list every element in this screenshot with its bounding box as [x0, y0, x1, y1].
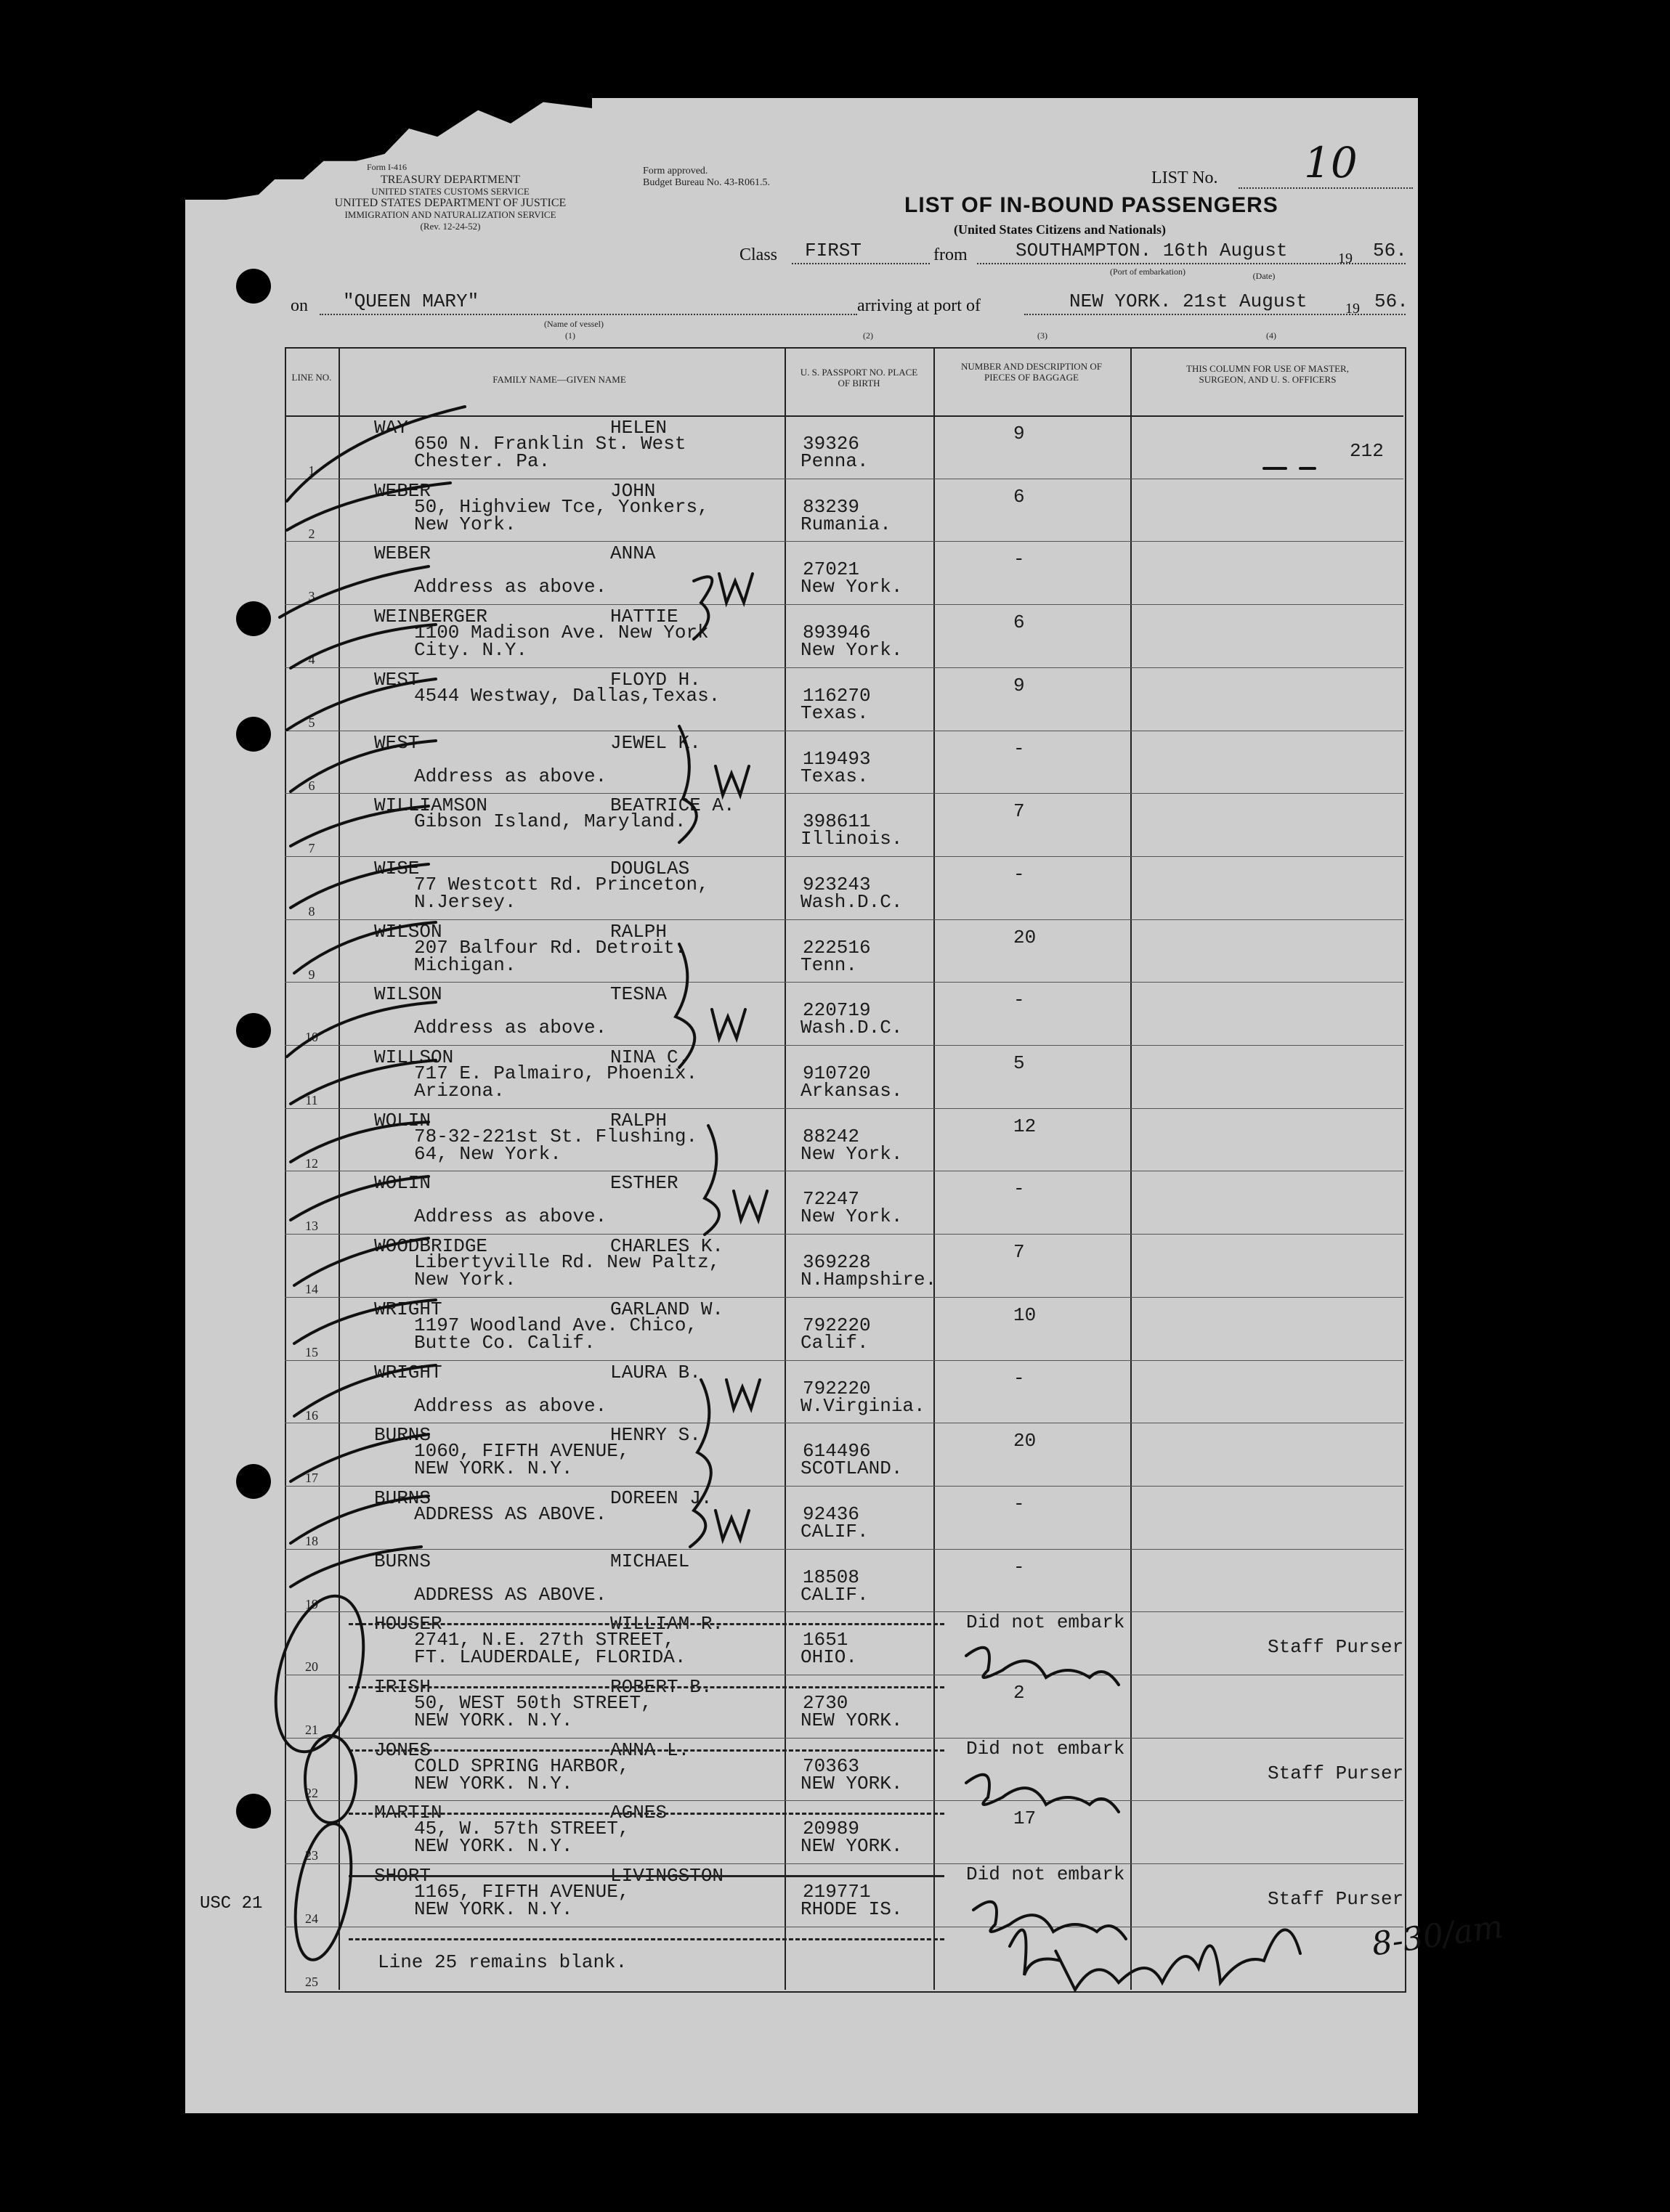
- circle-mark: [260, 1587, 378, 1762]
- place-of-birth: CALIF.: [800, 1583, 869, 1606]
- passport-number: 20989: [803, 1818, 860, 1840]
- address-line-2: New York.: [414, 1269, 516, 1291]
- w-mark: [734, 1191, 767, 1220]
- col-header-name: FAMILY NAME—GIVEN NAME: [493, 374, 626, 385]
- address-line-2: NEW YORK. N.Y.: [414, 1898, 573, 1921]
- place-of-birth: Illinois.: [800, 828, 903, 850]
- passport-number: 18508: [803, 1566, 860, 1588]
- brace: [694, 577, 712, 639]
- address-line-1: 207 Balfour Rd. Detroit.: [414, 936, 686, 959]
- given-name: AGNES: [610, 1802, 668, 1824]
- family-name: WOLIN: [374, 1172, 431, 1195]
- purser-signature: [966, 1648, 1119, 1685]
- line-number: 12: [305, 1155, 318, 1171]
- given-name: MICHAEL: [610, 1550, 690, 1572]
- check-mark: [291, 1122, 429, 1162]
- dept-line: IMMIGRATION AND NATURALIZATION SERVICE: [344, 209, 556, 220]
- check-mark: [287, 407, 465, 501]
- from-year-prefix: 19: [1338, 251, 1353, 267]
- family-name: BURNS: [374, 1424, 431, 1447]
- check-mark: [291, 864, 429, 908]
- place-of-birth: N.Hampshire.: [800, 1269, 937, 1291]
- family-name: WAY: [374, 417, 408, 439]
- w-mark: [719, 574, 753, 603]
- place-of-birth: RHODE IS.: [800, 1898, 903, 1921]
- address-line-2: Arizona.: [414, 1080, 505, 1102]
- baggage: 2: [1013, 1682, 1025, 1704]
- place-of-birth: NEW YORK.: [800, 1772, 903, 1794]
- check-mark: [291, 1060, 436, 1104]
- place-of-birth: Calif.: [800, 1331, 869, 1354]
- family-name: WILSON: [374, 920, 442, 943]
- address-line-1: 1100 Madison Ave. New York: [414, 622, 709, 644]
- baggage: -: [1013, 1492, 1025, 1515]
- address-line-1: 77 Westcott Rd. Princeton,: [414, 873, 709, 895]
- col-header-officers: THIS COLUMN FOR USE OF MASTER, SURGEON, AND U. S. OFFICERS: [1186, 363, 1349, 385]
- place-of-birth: NEW YORK.: [800, 1709, 903, 1731]
- line-number: 17: [305, 1471, 318, 1486]
- line-number: 23: [305, 1848, 318, 1863]
- officer-note: Staff Purser: [1268, 1888, 1404, 1911]
- address-line-1: 2741, N.E. 27th STREET,: [414, 1629, 675, 1651]
- baggage: 5: [1013, 1052, 1025, 1074]
- from-label: from: [933, 245, 968, 264]
- place-of-birth: Penna.: [800, 450, 869, 472]
- place-of-birth: Texas.: [800, 702, 869, 724]
- passport-number: 2730: [803, 1692, 848, 1714]
- arrival-year-prefix: 19: [1345, 301, 1360, 317]
- officer-signature: [1010, 1930, 1300, 1990]
- family-name: BURNS: [374, 1487, 431, 1509]
- line-number: 6: [308, 778, 315, 793]
- given-name: NINA C.: [610, 1046, 690, 1068]
- address-line-1: 650 N. Franklin St. West: [414, 433, 686, 455]
- arrival-value: NEW YORK. 21st August: [1069, 290, 1308, 312]
- address-line-1: 4544 Westway, Dallas,Texas.: [414, 684, 721, 707]
- family-name: WEBER: [374, 542, 431, 565]
- family-name: WISE: [374, 857, 420, 879]
- family-name: HOUSER: [374, 1613, 442, 1635]
- passport-number: 72247: [803, 1188, 860, 1211]
- family-name: WRIGHT: [374, 1361, 442, 1383]
- place-of-birth: New York.: [800, 1142, 903, 1165]
- passport-number: 369228: [803, 1251, 871, 1274]
- class-label: Class: [739, 245, 778, 264]
- address-line-1: 45, W. 57th STREET,: [414, 1818, 630, 1840]
- officer-note: 212: [1350, 440, 1384, 462]
- address-line-1: 50, Highview Tce, Yonkers,: [414, 495, 709, 518]
- check-mark: [280, 566, 429, 617]
- col-header-passport: U. S. PASSPORT NO. PLACE OF BIRTH: [800, 367, 918, 389]
- officer-note: Staff Purser: [1268, 1762, 1404, 1784]
- place-of-birth: OHIO.: [800, 1646, 858, 1669]
- check-mark: [291, 1496, 429, 1543]
- passport-number: 910720: [803, 1062, 871, 1084]
- given-name: HENRY S.: [610, 1424, 701, 1447]
- address-line-2: Butte Co. Calif.: [414, 1331, 596, 1354]
- given-name: RALPH: [610, 1109, 668, 1131]
- family-name: JONES: [374, 1739, 431, 1761]
- class-value: FIRST: [805, 240, 862, 261]
- given-name: CHARLES K.: [610, 1235, 724, 1258]
- list-no-value: 10: [1304, 138, 1358, 187]
- check-mark: [287, 1002, 436, 1057]
- w-mark: [716, 766, 749, 795]
- dept-line: (Rev. 12-24-52): [420, 221, 481, 232]
- line-number: 1: [308, 463, 315, 478]
- vessel-caption: (Name of vessel): [544, 319, 604, 329]
- list-no-label: LIST No.: [1151, 168, 1218, 187]
- officer-note: Staff Purser: [1268, 1636, 1404, 1659]
- family-name: WEBER: [374, 479, 431, 502]
- given-name: DOUGLAS: [610, 857, 690, 879]
- circle-mark: [305, 1736, 356, 1823]
- address-line-2: Chester. Pa.: [414, 450, 551, 472]
- family-name: BURNS: [374, 1550, 431, 1572]
- given-name: ROBERT B.: [610, 1676, 713, 1698]
- passport-number: 792220: [803, 1314, 871, 1336]
- check-mark: [287, 679, 436, 730]
- family-name: WEINBERGER: [374, 606, 488, 628]
- check-mark: [291, 806, 429, 846]
- address-line-2: Michigan.: [414, 953, 516, 976]
- address-line-1: 50, WEST 50th STREET,: [414, 1692, 652, 1714]
- col1-caption: (1): [565, 330, 575, 341]
- address-line-2: City. N.Y.: [414, 639, 528, 662]
- dept-line: UNITED STATES CUSTOMS SERVICE: [371, 186, 530, 197]
- line-number: 25: [305, 1974, 318, 1989]
- line-number: 9: [308, 967, 315, 982]
- passport-number: 39326: [803, 433, 860, 455]
- address-line-1: COLD SPRING HARBOR,: [414, 1754, 630, 1777]
- place-of-birth: Tenn.: [800, 953, 858, 976]
- check-mark: [291, 741, 436, 792]
- baggage: 9: [1013, 674, 1025, 696]
- baggage: 20: [1013, 1430, 1037, 1452]
- address-line-1: 1165, FIFTH AVENUE,: [414, 1881, 630, 1903]
- line-number: 24: [305, 1911, 318, 1927]
- address-line-2: Address as above.: [414, 1394, 607, 1417]
- w-mark: [716, 1510, 749, 1540]
- address-line-1: 1197 Woodland Ave. Chico,: [414, 1314, 698, 1336]
- passport-number: 83239: [803, 495, 860, 518]
- time-note: 8-30/am: [1369, 1908, 1506, 1964]
- check-mark: [287, 483, 450, 530]
- given-name: ANNA: [610, 542, 656, 565]
- family-name: WRIGHT: [374, 1298, 442, 1320]
- baggage: 9: [1013, 423, 1025, 444]
- line-number: 16: [305, 1407, 318, 1423]
- passport-number: 614496: [803, 1440, 871, 1463]
- vessel-name: "QUEEN MARY": [343, 290, 479, 312]
- place-of-birth: NEW YORK.: [800, 1835, 903, 1858]
- address-line-2: New York.: [414, 513, 516, 535]
- baggage: 17: [1013, 1808, 1037, 1830]
- given-name: JOHN: [610, 479, 656, 502]
- address-line-2: FT. LAUDERDALE, FLORIDA.: [414, 1646, 686, 1669]
- baggage: 6: [1013, 611, 1025, 634]
- purser-signature: [966, 1775, 1119, 1812]
- brace: [676, 944, 694, 1068]
- given-name: HATTIE: [610, 606, 678, 628]
- family-name: MARTIN: [374, 1802, 442, 1824]
- brace: [679, 726, 697, 842]
- place-of-birth: Rumania.: [800, 513, 891, 535]
- place-of-birth: Arkansas.: [800, 1080, 903, 1102]
- line-number: 7: [308, 841, 315, 856]
- address-line-2: Address as above.: [414, 765, 607, 787]
- brace: [690, 1380, 711, 1547]
- usc-label: USC 21: [200, 1894, 263, 1914]
- col-header-baggage: NUMBER AND DESCRIPTION OF PIECES OF BAGGAGE: [961, 361, 1102, 383]
- baggage: -: [1013, 989, 1025, 1012]
- dept-line: TREASURY DEPARTMENT: [380, 174, 521, 186]
- check-mark: [291, 625, 436, 668]
- address-line-2: NEW YORK. N.Y.: [414, 1457, 573, 1480]
- date-caption: (Date): [1252, 271, 1276, 281]
- baggage: Did not embark: [966, 1611, 1125, 1634]
- address-line-2: Address as above.: [414, 1017, 607, 1039]
- baggage: -: [1013, 548, 1025, 571]
- given-name: ESTHER: [610, 1172, 678, 1195]
- address-line-2: Address as above.: [414, 1205, 607, 1228]
- arrival-year: 56.: [1374, 290, 1408, 312]
- address-line-2: NEW YORK. N.Y.: [414, 1709, 573, 1731]
- given-name: ANNA L.: [610, 1739, 690, 1761]
- port-embark-caption: (Port of embarkation): [1110, 267, 1185, 277]
- baggage: 6: [1013, 485, 1025, 508]
- address-line-1: 78-32-221st St. Flushing.: [414, 1125, 698, 1147]
- check-mark: [294, 922, 436, 973]
- given-name: GARLAND W.: [610, 1298, 724, 1320]
- baggage: -: [1013, 1556, 1025, 1578]
- col-header-line-no: LINE NO.: [291, 372, 332, 383]
- given-name: DOREEN J.: [610, 1487, 713, 1509]
- address-line-2: NEW YORK. N.Y.: [414, 1772, 573, 1794]
- passport-number: 893946: [803, 622, 871, 644]
- check-mark: [294, 1238, 429, 1285]
- baggage: 7: [1013, 800, 1025, 823]
- given-name: BEATRICE A.: [610, 794, 735, 817]
- passport-number: 27021: [803, 558, 860, 581]
- given-name: FLOYD H.: [610, 668, 701, 691]
- address-line-1: ADDRESS AS ABOVE.: [414, 1503, 607, 1525]
- form-approved-line: Budget Bureau No. 43-R061.5.: [643, 177, 770, 188]
- passport-number: 116270: [803, 684, 871, 707]
- passport-number: 70363: [803, 1754, 860, 1777]
- form-approved-line: Form approved.: [643, 166, 708, 176]
- address-line-2: 64, New York.: [414, 1142, 562, 1165]
- line-number: 10: [305, 1030, 318, 1045]
- given-name: LIVINGSTON: [610, 1865, 724, 1887]
- passport-number: 398611: [803, 810, 871, 833]
- address-line-1: 717 E. Palmairo, Phoenix.: [414, 1062, 698, 1084]
- line-number: 4: [308, 652, 315, 667]
- line-number: 21: [305, 1723, 318, 1737]
- given-name: RALPH: [610, 920, 668, 943]
- place-of-birth: New York.: [800, 576, 903, 598]
- place-of-birth: W.Virginia.: [800, 1394, 925, 1417]
- address-line-2: N.Jersey.: [414, 890, 516, 913]
- place-of-birth: Texas.: [800, 765, 869, 787]
- family-name: WEST: [374, 731, 420, 754]
- page-subtitle: (United States Citizens and Nationals): [954, 222, 1167, 237]
- family-name: IRISH: [374, 1676, 431, 1698]
- w-mark: [712, 1009, 745, 1038]
- family-name: SHORT: [374, 1865, 431, 1887]
- place-of-birth: SCOTLAND.: [800, 1457, 903, 1480]
- address-line-1: Line 25 remains blank.: [378, 1951, 628, 1973]
- line-number: 2: [308, 526, 315, 541]
- check-mark: [294, 1365, 436, 1416]
- dept-line: UNITED STATES DEPARTMENT OF JUSTICE: [334, 197, 567, 209]
- from-value: SOUTHAMPTON. 16th August: [1016, 240, 1288, 261]
- baggage: 20: [1013, 926, 1037, 948]
- baggage: Did not embark: [966, 1863, 1125, 1886]
- passport-number: 792220: [803, 1377, 871, 1399]
- col4-caption: (4): [1266, 330, 1276, 341]
- col2-caption: (2): [863, 330, 873, 341]
- line-number: 8: [308, 903, 315, 919]
- given-name: TESNA: [610, 983, 668, 1006]
- family-name: WILSON: [374, 983, 442, 1006]
- place-of-birth: CALIF.: [800, 1520, 869, 1542]
- line-number: 22: [305, 1785, 318, 1800]
- line-number: 14: [305, 1282, 318, 1297]
- passport-number: 92436: [803, 1503, 860, 1525]
- given-name: LAURA B.: [610, 1361, 701, 1383]
- passport-number: 220719: [803, 999, 871, 1022]
- family-name: WEST: [374, 668, 420, 691]
- form-number: Form I-416: [367, 162, 407, 172]
- baggage: 12: [1013, 1115, 1037, 1137]
- given-name: WILLIAM R.: [610, 1613, 724, 1635]
- address-line-1: 1060, FIFTH AVENUE,: [414, 1440, 630, 1463]
- line-number: 3: [308, 589, 315, 604]
- place-of-birth: New York.: [800, 639, 903, 662]
- passport-number: 88242: [803, 1125, 860, 1147]
- address-line-2: Address as above.: [414, 576, 607, 598]
- purser-signature: [973, 1902, 1126, 1939]
- check-mark: [291, 1176, 429, 1220]
- baggage: -: [1013, 737, 1025, 760]
- address-line-2: ADDRESS AS ABOVE.: [414, 1583, 607, 1606]
- circle-mark: [286, 1819, 360, 1964]
- given-name: JEWEL K.: [610, 731, 701, 754]
- check-mark: [291, 1547, 421, 1587]
- passport-number: 219771: [803, 1881, 871, 1903]
- line-number: 13: [305, 1219, 318, 1234]
- line-number: 11: [305, 1093, 318, 1107]
- line-number: 5: [308, 715, 315, 730]
- line-number: 20: [305, 1659, 318, 1675]
- passport-number: 222516: [803, 936, 871, 959]
- family-name: WILLIAMSON: [374, 794, 488, 817]
- page-title: LIST OF IN-BOUND PASSENGERS: [904, 193, 1278, 217]
- from-year: 56.: [1373, 240, 1407, 261]
- baggage: -: [1013, 1367, 1025, 1389]
- passport-number: 119493: [803, 747, 871, 770]
- line-number: 19: [305, 1596, 318, 1611]
- baggage: -: [1013, 1178, 1025, 1200]
- baggage: 7: [1013, 1241, 1025, 1264]
- family-name: WOODBRIDGE: [374, 1235, 488, 1258]
- address-line-1: Gibson Island, Maryland.: [414, 810, 686, 833]
- baggage: Did not embark: [966, 1737, 1125, 1760]
- passport-number: 1651: [803, 1629, 848, 1651]
- address-line-2: NEW YORK. N.Y.: [414, 1835, 573, 1858]
- family-name: WOLIN: [374, 1109, 431, 1131]
- line-number: 15: [305, 1344, 318, 1359]
- w-mark: [726, 1380, 760, 1409]
- place-of-birth: Wash.D.C.: [800, 1017, 903, 1039]
- family-name: WILLSON: [374, 1046, 454, 1068]
- line-number: 18: [305, 1533, 318, 1548]
- col3-caption: (3): [1037, 330, 1047, 341]
- passport-number: 923243: [803, 873, 871, 895]
- place-of-birth: New York.: [800, 1205, 903, 1228]
- arriving-label: arriving at port of: [857, 296, 981, 315]
- brace: [705, 1126, 719, 1235]
- given-name: HELEN: [610, 417, 668, 439]
- place-of-birth: Wash.D.C.: [800, 890, 903, 913]
- check-mark: [291, 1434, 429, 1481]
- address-line-1: Libertyville Rd. New Paltz,: [414, 1251, 721, 1274]
- check-mark: [294, 1300, 436, 1343]
- baggage: -: [1013, 863, 1025, 885]
- on-label: on: [291, 296, 308, 315]
- baggage: 10: [1013, 1304, 1037, 1326]
